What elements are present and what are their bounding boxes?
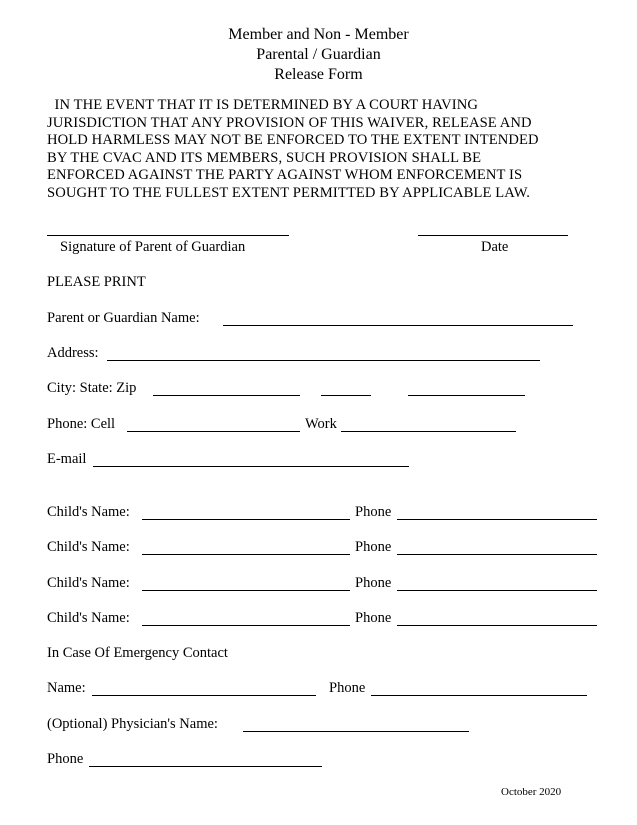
child-name-field[interactable] — [142, 590, 350, 591]
child-phone-field[interactable] — [397, 625, 597, 626]
physician-phone-field[interactable] — [89, 766, 322, 767]
address-field[interactable] — [107, 360, 540, 361]
work-phone-field[interactable] — [341, 431, 516, 432]
child-phone-label: Phone — [355, 539, 392, 555]
footer-date: October 2020 — [501, 786, 562, 798]
date-label: Date — [481, 239, 509, 255]
state-field[interactable] — [321, 395, 371, 396]
waiver-line: SOUGHT TO THE FULLEST EXTENT PERMITTED BY APPLICABLE LAW. — [47, 184, 531, 201]
child-name-label: Child's Name: — [47, 575, 130, 591]
child-phone-label: Phone — [355, 504, 392, 520]
phone-row — [47, 415, 587, 435]
date-line[interactable] — [418, 235, 568, 236]
physician-phone-row — [47, 750, 607, 770]
form-title-line-2: Parental / Guardian — [256, 46, 381, 63]
waiver-line: IN THE EVENT THAT IT IS DETERMINED BY A COURT HAVING — [47, 97, 478, 113]
signature-label: Signature of Parent of Guardian — [60, 239, 246, 255]
child-phone-field[interactable] — [397, 519, 597, 520]
child-name-label: Child's Name: — [47, 610, 130, 626]
phone-cell-field[interactable] — [127, 431, 300, 432]
waiver-paragraph — [47, 97, 607, 202]
work-label: Work — [305, 416, 337, 432]
child-row — [47, 503, 607, 523]
emergency-phone-field[interactable] — [371, 695, 587, 696]
email-label: E-mail — [47, 451, 87, 467]
signature-line[interactable] — [47, 235, 289, 236]
child-name-field[interactable] — [142, 519, 350, 520]
child-phone-field[interactable] — [397, 554, 597, 555]
parent-name-row — [47, 309, 587, 329]
waiver-line: ENFORCED AGAINST THE PARTY AGAINST WHOM ENFORCEMENT IS — [47, 167, 523, 183]
form-title-line-3: Release Form — [274, 66, 363, 83]
child-phone-label: Phone — [355, 575, 392, 591]
please-print-heading: PLEASE PRINT — [47, 274, 146, 290]
emergency-row — [47, 679, 607, 699]
physician-name-label: (Optional) Physician's Name: — [47, 716, 218, 732]
child-name-label: Child's Name: — [47, 539, 130, 555]
child-row — [47, 574, 607, 594]
city-field[interactable] — [153, 395, 300, 396]
city-state-zip-row — [47, 379, 587, 399]
address-row — [47, 344, 587, 364]
form-title-line-1: Member and Non - Member — [228, 26, 409, 43]
waiver-line: HOLD HARMLESS MAY NOT BE ENFORCED TO THE EXTENT INTENDED — [47, 132, 539, 148]
address-label: Address: — [47, 345, 99, 361]
physician-phone-label: Phone — [47, 751, 84, 767]
waiver-line: JURISDICTION THAT ANY PROVISION OF THIS WAIVER, RELEASE AND — [47, 114, 532, 131]
emergency-name-field[interactable] — [92, 695, 316, 696]
parent-name-label: Parent or Guardian Name: — [47, 310, 200, 326]
city-state-zip-label: City: State: Zip — [47, 380, 137, 396]
physician-name-row — [47, 715, 607, 735]
child-row — [47, 538, 607, 558]
email-field[interactable] — [93, 466, 409, 467]
child-phone-field[interactable] — [397, 590, 597, 591]
child-row — [47, 609, 607, 629]
emergency-phone-label: Phone — [329, 680, 366, 696]
child-name-field[interactable] — [142, 625, 350, 626]
email-row — [47, 450, 587, 470]
waiver-line: BY THE CVAC AND ITS MEMBERS, SUCH PROVISION SHALL BE — [47, 149, 482, 166]
child-name-field[interactable] — [142, 554, 350, 555]
zip-field[interactable] — [408, 395, 525, 396]
phone-cell-label: Phone: Cell — [47, 416, 116, 432]
child-phone-label: Phone — [355, 610, 392, 626]
parent-name-field[interactable] — [223, 325, 573, 326]
physician-name-field[interactable] — [243, 731, 469, 732]
emergency-contact-heading: In Case Of Emergency Contact — [47, 645, 228, 661]
child-name-label: Child's Name: — [47, 504, 130, 520]
emergency-name-label: Name: — [47, 680, 86, 696]
